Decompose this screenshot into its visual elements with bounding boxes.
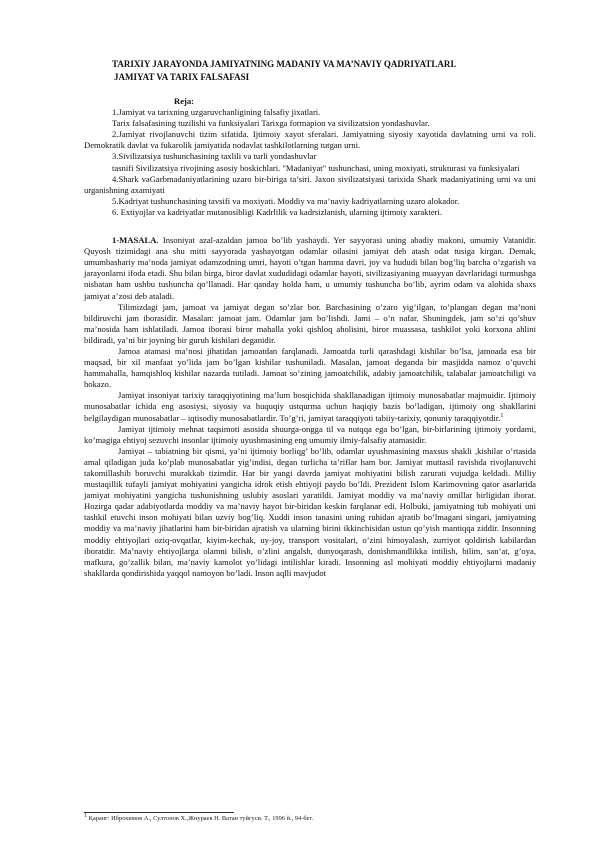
footnote-text: Қаранг: Иброхимов А., Султонов Х.,Жнураев Н. Ватан туйгуси. Т., 1996 й., 94-бет. [87, 815, 314, 822]
title-line-1: TARIXIY JARAYONDA JAMIYATNING MADANIY VA MA’NAVIY QADRIYATLARI. [112, 59, 457, 69]
plan-item: tasnifi Sivilizatsiya rivojining asosiy boskichlari. "Madaniyat" tushunchasi, uning moxiyati, strukturasi va funksiyalari [112, 162, 520, 173]
plan-list [84, 107, 536, 218]
footnote [84, 812, 314, 823]
body-paragraph-1 [84, 235, 536, 302]
document-title [84, 58, 536, 84]
plan-item: 4.Shark vaGarbmadaniyatlarining uzaro bir-biriga ta’siri. Jaxon sivilizatsiyasi tarixida Shark madaniyatining urni va uni urganishning axamiyati [84, 173, 536, 195]
body-paragraph: Jamiyat – tabiatning bir qismi, ya’ni ijtimoiy borliqg’ bo’lib, odamlar uyushmasining maxsus shakli ,kishilar o’rtasida amal qiladigan juda ko’plab munosabatlar yig’indisi, degan turlicha ta’riflar ham bor. Jamiyat muttasil ravishda rivojlanuvchi takomillashib boruvchi murakkab tizimdir. Har bir yangi davrda jamiyat mohiyatini bilish zarurati vujudga keldadi. Milliy mustaqillik tufayli jamiyat mohiyatini yangicha idrok etish ehtiyoji paydo bo’ldi. Prezident Islom Karimovning qator asarlarida jamiyat mohiyatini yangicha tushunishning uslubiy asoslari yaratildi. Jamiyat moddiy va ma’naviy omillar birligidan iborat. Hozirga qadar adabiyotlarda moddiy va ma’naviy hayot bir-biridan keskin farqlanar edi. Holbuki, jamiyatning tub mohiyati uni tashkil etuvchi inson mohiyati bilan uzviy bog’liq. Xuddi inson tanasini uning ruhidan ajratib bo’lmagani singari, jamiyatning moddiy va ma’naviy jihatlarini ham bir-biridan ajratish va ularning birini ikkinchisidan ustun qo’yish mantiqqa ziddir. Insonning moddiy ehtiyojlari oziq-ovqatlar, kiyim-kechak, uy-joy, transport vositalari, o’zini himoyalash, zurriyot qoldirish kabilardan iboratdir. Ma’naviy ehtiyojlarga olamni bilish, o’zlini angalsh, dunyoqarash, donishmandlikka intilish, bilim, san’at, g’oya, mafkura, go’zallik bilan, ma’naviy kamolot yo’lidagi intilishlar kiradi. Insonning asl mohiyati moddiy ehtiyojlarni madaniy shakllarda qondirishida yaqqol namoyon bo’ladi. Inson aqlli mavjudot [84, 445, 536, 578]
body-paragraph: Tilimizdagi jam, jamoat va jamiyat degan so’zlar bor. Barchasining o’zaro yig’ilgan, to’plangan degan ma’noni bildiruvchi jam iborasidir. Masalan: jamoat jam. Odamlar jam bo’lishdi. Jami – o’n nafar. Shuningdek, jam so’zi qo’shuv ma’nosida ham ishlatiladi. Jamoa iborasi biror mahalla yoki qishloq aholisini, biror muassasa, tashkilot yoki korxona ahlini bildiradi, ya’ni bir joyning bir guruh kishilari deganidir. [84, 301, 536, 345]
plan-item: 3.Sivilizatsiya tushunchasining taxlili va turli yondashuvlar [112, 151, 317, 162]
body-paragraph-1-text: . Insoniyat azal-azaldan jamoa bo’lib yashaydi. Yer sayyorasi uning abadiy makoni, umumiy Vatanidir. Quyosh tizimidagi ana shu mitti sayyorada yashayotgan odamlar oilasini jamiyat deb atash odat tusiga kirgan. Demak, umumbashariy ma’noda jamiyat odamzodning umri, hayoti o’tgan hamma davri, joy va hududi bilan bog’liq barcha o’zgarish va jarayonlarni ifoda etadi. Shu bilan birga, biror davlat xududidagi odamlar hayoti, sivilizasiyaning muayyan davrlaridagi turmushga nisbatan ham ushbu tushuncha qo’llanadi. Har qanday holda ham, u umumiy tushuncha bo’lib, ayrim odam va alohida shaxs jamiyat a’zosi deb ataladi. [84, 235, 536, 301]
issue-label: 1-MASALA [112, 235, 157, 246]
plan-item: 6. Extiyojlar va kadriyatlar mutanosibligi Kadrlilik va kadrsizlanish, ularning ijtimoiy xarakteri. [112, 206, 443, 217]
body-paragraph: Jamoa atamasi ma’nosi jihatidan jamoatdan farqlanadi. Jamoatda turli qarashdagi kishilar bo’lsa, jamoada esa bir maqsad, bir xil manfaat yo’lida jam bo’lgan kishilar tushuniladi. Masalan, jamoat deganda bir masjidda namoz o’quvchi hammahalla, hamqishloq kishilar nazarda tutiladi. Jamoat so’zining jamoatchilik, adabiy jamoatchilik, talabalar jamoatchiligi va hokazo. [84, 345, 536, 390]
footnote-divider [84, 812, 234, 813]
plan-item: 1.Jamiyat va tarixning uzgaruvchanligining falsafiy jixatlari. [112, 107, 321, 118]
plan-item: 5.Kadriyat tushunchasining tavsifi va moxiyati. Moddiy va ma’naviy kadriyatlarning uzaro alokador. [112, 195, 460, 206]
body-paragraph-4 [84, 390, 536, 423]
plan-item: Tarix falsafasining tuzilishi va funksiyalari Tarixga formapion va sivilizatsion yondashuvlar. [112, 118, 430, 129]
footnote-mark: 1 [84, 812, 87, 819]
body-paragraph: Jamiyat ijtimoiy mehnat taqsimoti asosida shuurga-ongga til va nutqqa ega bo’lgan, bir-birlarining ijtimoiy yordami, ko’magiga ehtiyoj sezuvchi insonlar ijtimoiy uyushmasining eng umumiy ilmiy-falsafiy atamasidir. [84, 423, 536, 445]
footnote-reference[interactable]: 1 [500, 412, 504, 419]
plan-heading: Reja: [174, 96, 195, 106]
body-paragraph-4-text: Jamiyat insoniyat tarixiy taraqqiyotining ma’lum bosqichida shakllanadigan ijtimoiy munosabatlar majmuidir. Ijtimoiy munosabatlar ichida eng asosiysi, siyosiy va huquqiy ustqurma uchun haqiqiy bazis bo’ladigan, ijtimoiy ong shakllarini belgilaydigan munosabatlar – iqtisodiy munosabatlardir. To’g’ri, jamiyat taraqqiyoti tabiiy-tarixiy, qonuniy taraqqiyotdir. [84, 390, 536, 423]
plan-item: 2.Jamiyat rivojlanuvchi tizim sifatida. Ijtimoiy xayot sferalari. Jamiyatning siyosiy xayotida davlatning urni va roli. Demokratik davlat va fukarolik jamiyatida nodavlat tashkilotlarning tutgan urni. [84, 129, 536, 151]
title-line-2: JAMIYAT VA TARIX FALSAFASI [114, 72, 250, 82]
